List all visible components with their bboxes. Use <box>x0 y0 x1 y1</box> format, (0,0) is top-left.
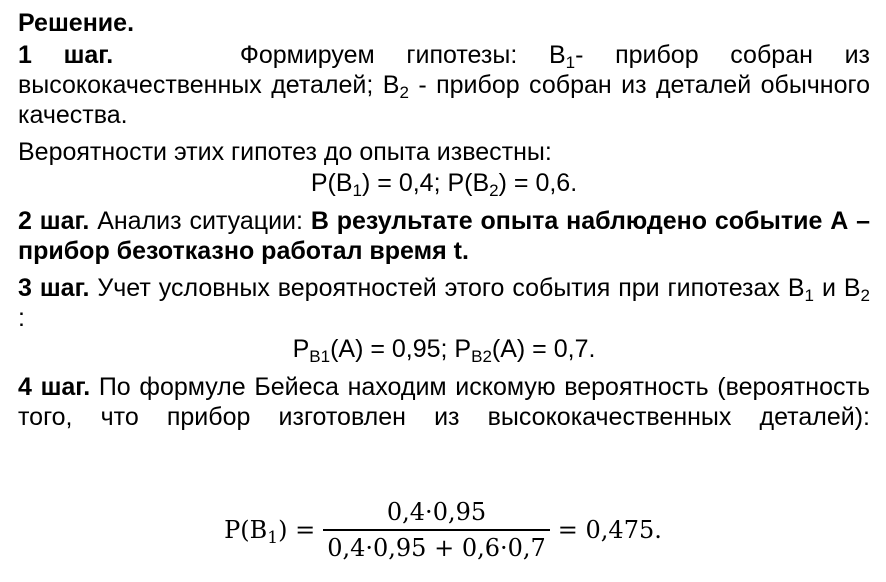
conditional-formula-b: (A) = 0,95; P <box>330 335 472 363</box>
step-1-text-a: Формируем гипотезы: B <box>239 41 566 69</box>
bayes-formula <box>0 498 886 562</box>
step-1-paragraph <box>18 40 870 130</box>
step-2-label: 2 шаг. <box>18 207 90 235</box>
step-4-label: 4 шаг. <box>18 373 91 401</box>
bayes-result: = 0,475. <box>557 516 662 544</box>
prior-formula-sub-1: 1 <box>352 181 363 200</box>
prior-formula <box>18 167 870 199</box>
step-2-bold-text: В результате опыта наблюдено событие А – прибор безотказно работал время t. <box>18 207 871 265</box>
bayes-lhs-a: P(B <box>224 516 268 544</box>
prior-intro: Вероятности этих гипотез до опыта известны: <box>18 138 552 166</box>
step-3-label: 3 шаг. <box>18 274 90 302</box>
conditional-formula-a: P <box>292 335 310 363</box>
bayes-numerator: 0,4·0,95 <box>386 498 487 526</box>
step-3-text-b: и B <box>814 274 861 302</box>
prior-formula-sub-2: 2 <box>489 181 499 200</box>
conditional-formula-sub-2: B2 <box>471 347 492 366</box>
bayes-fraction <box>323 498 550 562</box>
bayes-lhs <box>224 516 316 548</box>
step-2-paragraph <box>18 206 870 266</box>
step-3-text-a: Учет условных вероятностей этого события при гипотезах B <box>89 274 805 302</box>
bayes-lhs-b: ) = <box>278 516 316 544</box>
solution-heading: Решение. <box>18 9 135 37</box>
prior-formula-c: ) = 0,6. <box>498 169 578 197</box>
conditional-formula-c: (A) = 0,7. <box>491 335 596 363</box>
step-1-text-c: - прибор собран из деталей обычного качества. <box>18 71 870 129</box>
bayes-lhs-sub: 1 <box>267 528 279 548</box>
prior-formula-b: ) = 0,4; P(B <box>362 169 490 197</box>
bayes-denominator: 0,4·0,95 + 0,6·0,7 <box>327 534 546 562</box>
conditional-formula-sub-1: B1 <box>309 347 331 366</box>
step-3-paragraph <box>18 273 870 333</box>
step-3-sub-2: 2 <box>860 286 871 305</box>
step-2-text: Анализ ситуации: <box>89 207 311 235</box>
prior-formula-a: P(B <box>310 169 353 197</box>
step-3-text-c: : <box>18 304 25 332</box>
step-4-text: По формуле Бейеса находим искомую вероятность (вероятность того, что прибор изготовлен из высококачественных деталей): <box>18 373 870 431</box>
step-3-sub-1: 1 <box>804 286 815 305</box>
step-4-paragraph <box>18 372 870 432</box>
step-1-label: 1 шаг. <box>18 41 114 69</box>
conditional-formula <box>18 333 870 365</box>
step-1-text-b: - прибор собран из высококачественных деталей; B <box>18 41 870 99</box>
step-1-sub-1: 1 <box>565 53 576 72</box>
step-1-sub-2: 2 <box>399 83 409 102</box>
